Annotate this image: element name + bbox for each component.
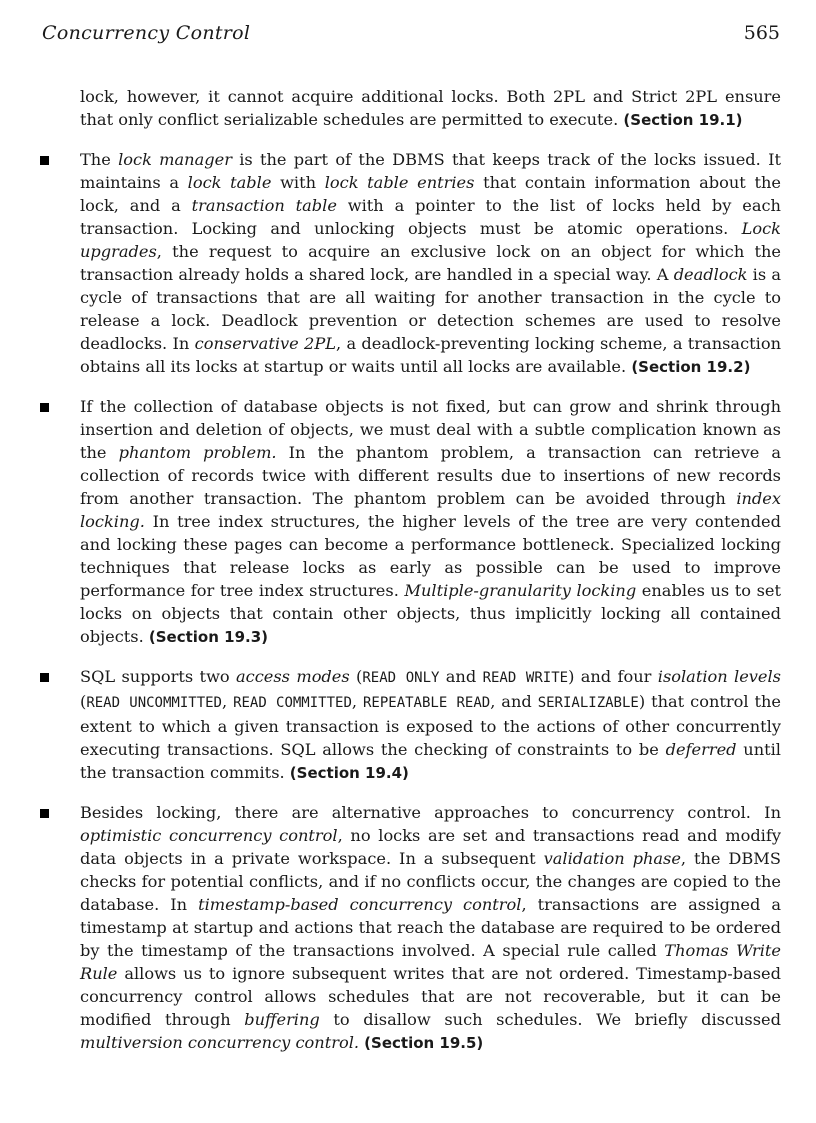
bullet-text — [80, 665, 781, 785]
italic-term: access modes — [236, 667, 350, 686]
bullet-text — [80, 395, 781, 649]
text-run: lock, however, it cannot acquire additional locks. Both 2PL and Strict 2PL ensure that only conflict serializable schedules are permitted to execute. — [80, 87, 781, 129]
code-keyword: SERIALIZABLE — [537, 695, 639, 711]
italic-term: Thomas Write Rule — [80, 941, 781, 983]
italic-term: transaction table — [191, 196, 337, 215]
continuation-paragraph — [80, 85, 781, 132]
italic-term: conservative 2PL — [194, 334, 336, 353]
text-run: If the collection of database objects is not fixed, but can grow and shrink through insertion and deletion of objects, we must deal with a subtle complication known as the — [80, 397, 781, 462]
bullet-item-alternative-approaches — [80, 801, 781, 1055]
italic-term: Lock upgrades — [80, 219, 781, 261]
running-head — [42, 20, 780, 46]
text-run: , transactions are assigned a timestamp at startup and actions that reach the database are required to be ordered by the timestamp of the transactions involved. A special rule called — [80, 895, 781, 960]
italic-term: timestamp-based concurrency control — [198, 895, 522, 914]
text-run: ) that control the extent to which a given transaction is exposed to the actions of other concurrently executing transactions. SQL allows the checking of constraints to be — [80, 692, 781, 759]
square-bullet-icon — [40, 403, 49, 412]
text-run: In tree index structures, the higher levels of the tree are very contended and locking these pages can become a performance bottleneck. Specialized locking techniques that release locks as early as possible can be used to improve performance for tree index structures. — [80, 512, 781, 600]
text-run: Besides locking, there are alternative approaches to concurrency control. In — [80, 803, 781, 822]
italic-term: deadlock — [673, 265, 748, 284]
code-keyword: READ UNCOMMITTED — [86, 695, 222, 711]
bullet-text — [80, 801, 781, 1055]
italic-term: optimistic concurrency control — [80, 826, 338, 845]
text-run: with a pointer to the list of locks held by each transaction. Locking and unlocking objects must be atomic operations. — [80, 196, 781, 238]
square-bullet-icon — [40, 156, 49, 165]
italic-term: buffering — [244, 1010, 320, 1029]
page-body — [80, 85, 781, 1055]
text-run: The — [80, 150, 119, 169]
italic-term: deferred — [665, 740, 737, 759]
text-run: is a cycle of transactions that are all waiting for another transaction in the cycle to release a lock. Deadlock prevention or detection schemes are used to resolve deadlocks. In — [80, 265, 781, 353]
text-run: , — [351, 692, 363, 711]
text-run: and — [439, 667, 483, 686]
code-keyword: READ WRITE — [482, 670, 569, 686]
text-run: until the transaction commits. — [80, 740, 781, 782]
chapter-title: Concurrency Control — [42, 22, 251, 44]
section-reference: (Section 19.3) — [148, 628, 268, 646]
bullet-item-sql-isolation — [80, 665, 781, 785]
text-run: ( — [349, 667, 363, 686]
bullet-item-phantom-problem — [80, 395, 781, 649]
summary-bullet-list — [80, 148, 781, 1055]
italic-term: lock table entries — [324, 173, 475, 192]
italic-term: multiversion concurrency control. — [80, 1033, 360, 1052]
text-run: allows us to ignore subsequent writes that are not ordered. Timestamp-based concurrency control allows schedules that are not recoverable, but it can be modified through — [80, 964, 781, 1029]
text-run: that contain information about the lock, and a — [80, 173, 781, 215]
page-number: 565 — [743, 22, 780, 44]
italic-term: isolation levels — [657, 667, 781, 686]
text-run: is the part of the DBMS that keeps track of the locks issued. It maintains a — [80, 150, 782, 192]
text-run: ) and four — [568, 667, 658, 686]
text-run: SQL supports two — [80, 667, 237, 686]
italic-term: lock table — [187, 173, 272, 192]
text-run: , the DBMS checks for potential conflicts, and if no conflicts occur, the changes are copied to the database. In — [80, 849, 781, 914]
section-reference: (Section 19.5) — [364, 1034, 484, 1052]
italic-term: validation phase — [543, 849, 681, 868]
code-keyword: READ ONLY — [362, 670, 440, 686]
italic-term: Multiple-granularity locking — [404, 581, 637, 600]
text-run: with — [271, 173, 325, 192]
bullet-text — [80, 148, 781, 379]
italic-term: phantom problem. — [118, 443, 277, 462]
section-reference: (Section 19.4) — [289, 764, 409, 782]
text-run: to disallow such schedules. We briefly discussed — [319, 1010, 781, 1029]
text-run: , a deadlock-preventing locking scheme, a transaction obtains all its locks at startup or waits until all locks are available. — [80, 334, 781, 376]
text-run: , — [221, 692, 234, 711]
section-reference: (Section 19.2) — [631, 358, 751, 376]
bullet-item-lock-manager — [80, 148, 781, 379]
code-keyword: READ COMMITTED — [233, 695, 352, 711]
text-run: In the phantom problem, a transaction can retrieve a collection of records twice with different results due to insertions of new records from another transaction. The phantom problem can be avoided through — [80, 443, 782, 508]
section-reference: (Section 19.1) — [623, 111, 743, 129]
text-run: , and — [490, 692, 538, 711]
text-run: enables us to set locks on objects that contain other objects, thus implicitly locking all contained objects. — [80, 581, 781, 646]
square-bullet-icon — [40, 673, 49, 682]
text-run: , no locks are set and transactions read and modify data objects in a private workspace. In a subsequent — [80, 826, 781, 868]
square-bullet-icon — [40, 809, 49, 818]
text-run: ( — [80, 692, 87, 711]
text-run: , the request to acquire an exclusive lock on an object for which the transaction already holds a shared lock, are handled in a special way. A — [80, 242, 781, 284]
code-keyword: REPEATABLE READ — [362, 695, 491, 711]
italic-term: index locking. — [80, 489, 781, 531]
italic-term: lock manager — [118, 150, 232, 169]
